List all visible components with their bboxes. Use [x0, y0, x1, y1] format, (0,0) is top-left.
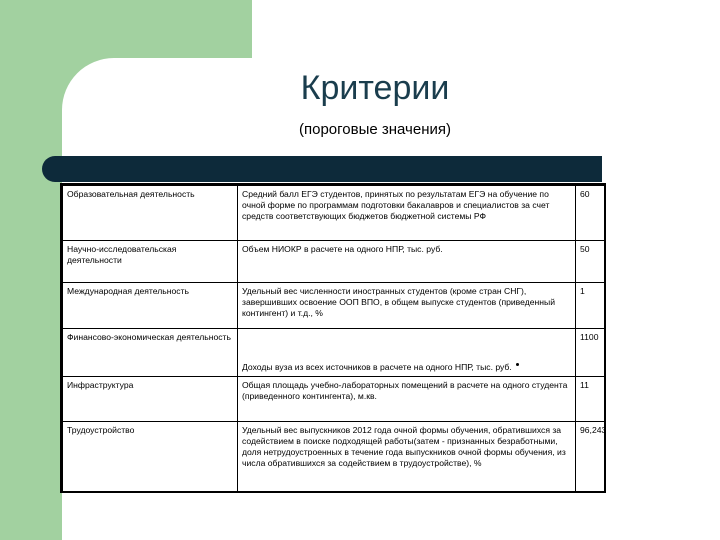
criterion-cell: Финансово-экономическая деятельность — [63, 329, 238, 377]
value-cell: 11 — [576, 377, 605, 422]
table-row — [63, 422, 605, 492]
table-row — [63, 186, 605, 241]
criterion-cell: Международная деятельность — [63, 283, 238, 329]
indicator-cell — [238, 329, 576, 377]
criterion-cell: Инфраструктура — [63, 377, 238, 422]
header-divider-bar — [42, 156, 602, 182]
table-row — [63, 329, 605, 377]
indicator-cell: Средний балл ЕГЭ студентов, принятых по результатам ЕГЭ на обучение по очной форме по программам подготовки бакалавров и специалистов за счет средств соответствующих бюджетов бюджетной системы РФ — [238, 186, 576, 241]
value-cell: 1 — [576, 283, 605, 329]
indicator-cell: Общая площадь учебно-лабораторных помещений в расчете на одного студента (приведенного контингента), м.кв. — [238, 377, 576, 422]
indicator-cell: Удельный вес выпускников 2012 года очной формы обучения, обратившихся за содействием в поиске подходящей работы(затем - признанных безработными, доля нетрудоустроенных в течение года выпускников очной формы обучения, из числа обратившихся за содействием в трудоустройстве), % — [238, 422, 576, 492]
table-row — [63, 241, 605, 283]
value-cell: 1100 — [576, 329, 605, 377]
value-cell: 50 — [576, 241, 605, 283]
value-cell: 96,243 — [576, 422, 605, 492]
table-row — [63, 377, 605, 422]
bullet-dot — [516, 363, 519, 366]
criteria-table — [60, 183, 606, 493]
criterion-cell: Трудоустройство — [63, 422, 238, 492]
table-row — [63, 283, 605, 329]
value-cell: 60 — [576, 186, 605, 241]
indicator-cell: Объем НИОКР в расчете на одного НПР, тыс. руб. — [238, 241, 576, 283]
slide-subtitle: (пороговые значения) — [299, 121, 451, 138]
slide-title: Критерии — [300, 69, 450, 107]
criterion-cell: Научно-исследовательская деятельности — [63, 241, 238, 283]
indicator-text: Доходы вуза из всех источников в расчете на одного НПР, тыс. руб. — [242, 362, 512, 372]
indicator-cell: Удельный вес численности иностранных студентов (кроме стран СНГ), завершивших освоение ООП ВПО, в общем выпуске студентов (приведенный контингент) и т.д., % — [238, 283, 576, 329]
criterion-cell: Образовательная деятельность — [63, 186, 238, 241]
